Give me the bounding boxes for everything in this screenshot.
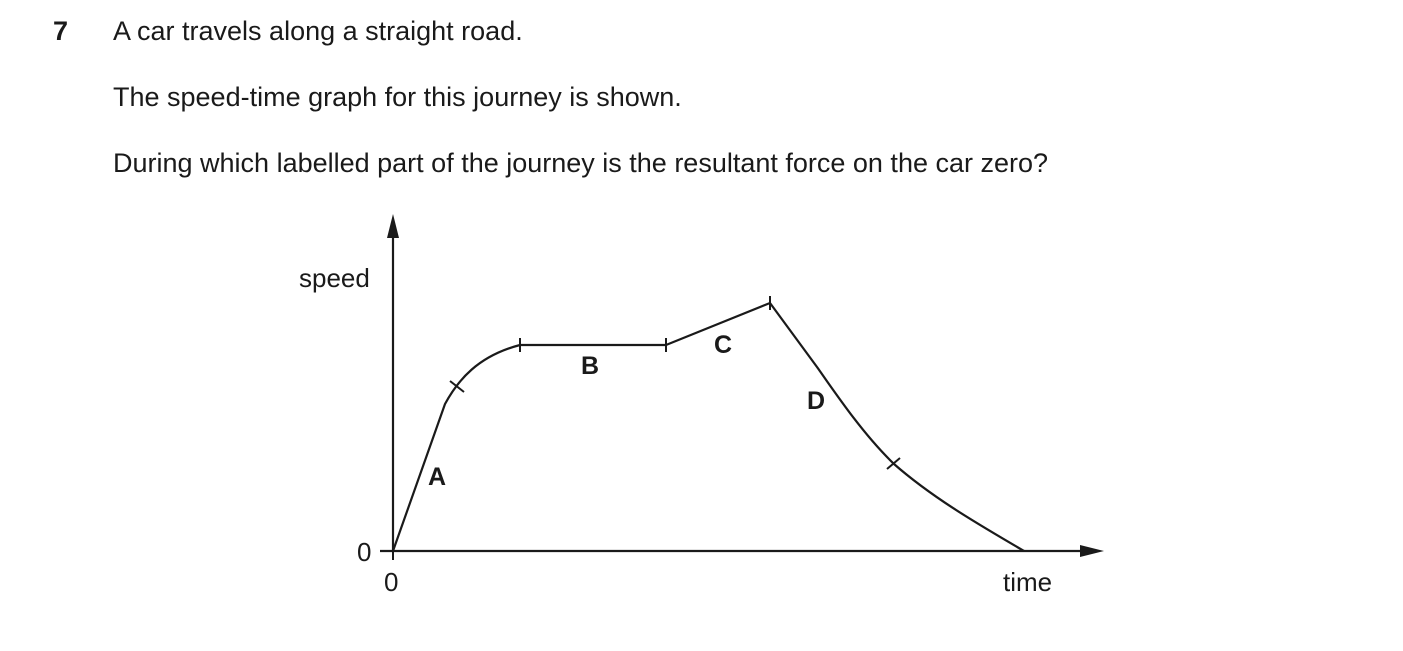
question-number: 7 xyxy=(53,16,69,46)
segment-label-b: B xyxy=(581,352,600,380)
segment-label-c: C xyxy=(714,331,733,359)
x-axis-arrowhead xyxy=(1080,545,1104,557)
y-axis-arrowhead xyxy=(387,214,399,238)
y-origin-label: 0 xyxy=(357,537,372,567)
question-line-2: The speed-time graph for this journey is shown. xyxy=(113,82,682,112)
journey-curve xyxy=(393,303,1024,551)
segment-label-d: D xyxy=(807,387,826,415)
segment-label-a: A xyxy=(428,463,447,491)
question-line-3: During which labelled part of the journey is the resultant force on the car zero? xyxy=(113,148,1049,178)
y-axis-label: speed xyxy=(299,263,370,293)
question-line-1: A car travels along a straight road. xyxy=(113,16,523,46)
x-origin-label: 0 xyxy=(384,567,399,597)
x-axis-label: time xyxy=(1003,567,1053,597)
